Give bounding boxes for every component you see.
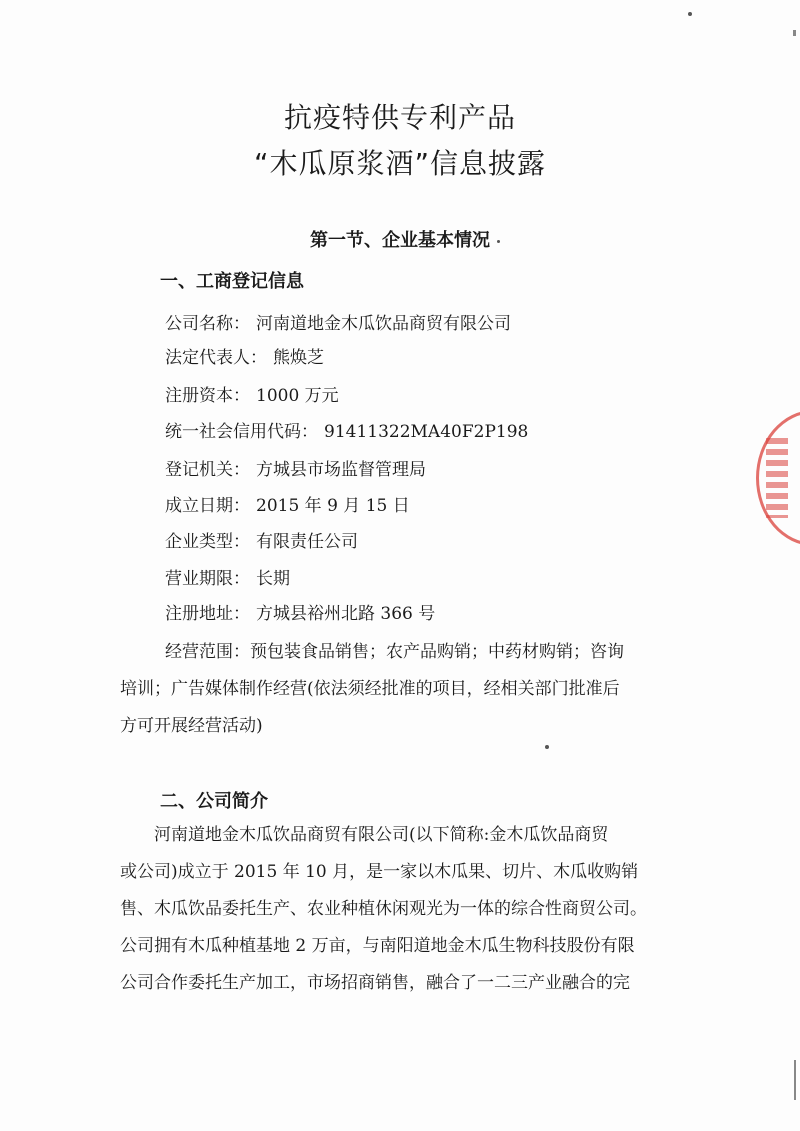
document-title-line2: “木瓜原浆酒”信息披露 [253,147,546,180]
scope-line: 方可开展经营活动) [120,716,263,736]
field-registration-authority [165,455,426,480]
document-title-line1: 抗疫特供专利产品 [283,101,516,134]
company-intro-paragraph [120,817,665,1002]
scope-line: 经营范围：预包装食品销售；农产品购销；中药材购销；咨询 [165,642,624,662]
field-value: 91411322MA40F2P198 [324,422,529,442]
field-capital [165,381,339,406]
field-business-term [165,564,290,589]
field-label: 登记机关： [165,460,250,480]
field-company-name [165,309,511,334]
field-value: 河南道地金木瓜饮品商贸有限公司 [256,314,511,334]
seal-lettering [766,438,788,518]
field-label: 成立日期： [165,496,250,516]
intro-line: 公司拥有木瓜种植基地 2 万亩，与南阳道地金木瓜生物科技股份有限 [120,936,635,956]
sub-heading-registration: 一、工商登记信息 [160,271,304,292]
intro-line: 售、木瓜饮品委托生产、农业种植休闲观光为一体的综合性商贸公司。 [120,899,647,919]
field-label: 公司名称： [165,314,250,334]
field-label: 企业类型： [165,532,250,552]
scan-edge-mark [793,30,796,36]
field-label: 注册地址： [165,604,250,624]
field-credit-code [165,417,528,442]
field-value: 有限责任公司 [256,532,358,552]
field-label: 营业期限： [165,569,250,589]
field-label: 法定代表人： [165,348,267,368]
field-value: 方城县市场监督管理局 [256,460,426,480]
field-legal-rep [165,343,324,368]
field-value: 方城县裕州北路 366 号 [256,604,436,624]
field-company-type [165,527,358,552]
intro-line: 河南道地金木瓜饮品商贸有限公司(以下简称:金木瓜饮品商贸 [154,825,609,845]
sub-heading-company-intro: 二、公司简介 [160,791,268,812]
field-label: 注册资本： [165,386,250,406]
intro-line: 或公司)成立于 2015 年 10 月，是一家以木瓜果、切片、木瓜收购销 [120,862,639,882]
field-value: 1000 万元 [256,386,339,406]
scope-line: 培训；广告媒体制作经营(依法须经批准的项目，经相关部门批准后 [120,679,620,699]
field-value: 长期 [256,569,290,589]
scan-speck [545,745,549,749]
scan-speck [688,12,692,16]
field-registered-address [165,599,435,624]
field-value: 熊焕芝 [273,348,324,368]
section-heading: 第一节、企业基本情况 [310,230,490,251]
scan-edge-mark [794,1060,796,1100]
scan-speck [497,240,500,243]
field-established-date [165,491,410,516]
intro-line: 公司合作委托生产加工，市场招商销售，融合了一二三产业融合的完 [120,973,630,993]
business-scope-paragraph [120,634,665,745]
field-value: 2015 年 9 月 15 日 [256,496,410,516]
field-label: 统一社会信用代码： [165,422,318,442]
